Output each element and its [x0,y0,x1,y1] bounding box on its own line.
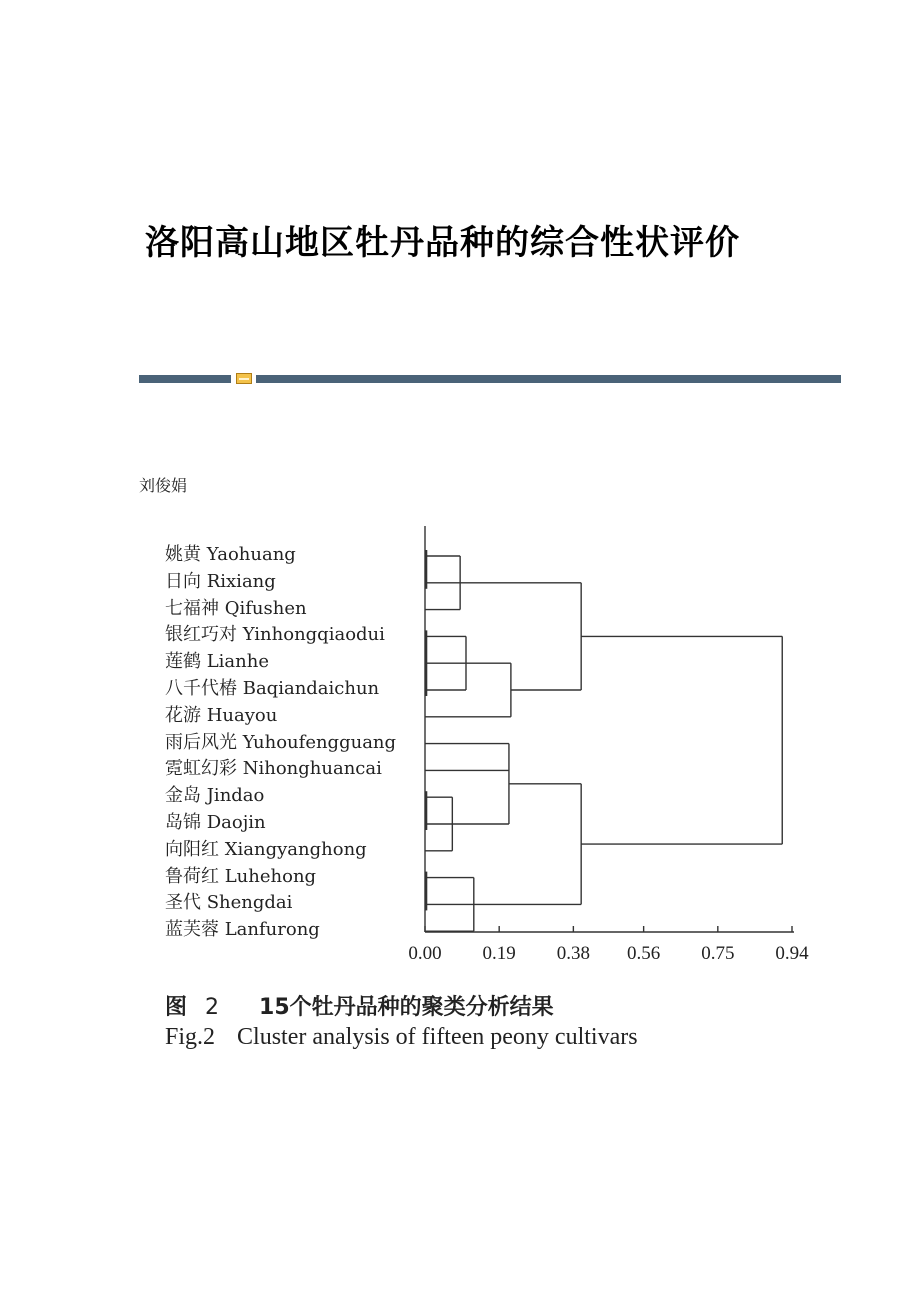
dendrogram-leaf-label: 雨后风光 Yuhoufengguang [165,731,397,753]
dendrogram-leaf-label: 蓝芙蓉 Lanfurong [165,919,320,941]
dendrogram-leaf-label: 霓虹幻彩 Nihonghuancai [165,758,382,780]
figure-caption-en-text: Cluster analysis of fifteen peony cultivars [237,1024,638,1050]
dendrogram-leaf-label: 金岛 Jindao [165,785,265,807]
dendrogram-tick-label: 0.38 [556,943,590,964]
dendrogram-leaf-label: 八千代椿 Baqiandaichun [165,678,380,699]
document-title: 洛阳高山地区牡丹品种的综合性状评价 [145,223,740,263]
dendrogram-leaf-label: 日向 Rixiang [165,570,276,592]
figure-caption-cn-text: 15个牡丹品种的聚类分析结果 [259,995,554,1020]
figure-caption-en-label: Fig.2 [165,1024,216,1050]
dendrogram-tick-label: 0.00 [408,943,442,964]
dendrogram-leaf-label: 莲鹤 Lianhe [165,651,270,673]
dendrogram-tick-label: 0.19 [482,943,516,964]
dendrogram-leaf-label: 向阳红 Xiangyanghong [165,838,367,860]
author-name: 刘俊娟 [139,476,188,495]
dendrogram-leaf-label: 银红巧对 Yinhongqiaodui [165,624,385,646]
figure-caption-english [165,1024,638,1051]
dendrogram-leaf-label: 花游 Huayou [165,704,278,726]
dendrogram-tick-label: 0.94 [775,943,809,964]
figure-caption-chinese [165,990,554,1021]
figure-caption-cn-label: 图 [165,995,188,1020]
figure-caption-cn-number: 2 [205,995,220,1020]
dendrogram-tick-label: 0.56 [627,943,661,964]
dendrogram-leaf-label: 圣代 Shengdai [165,892,293,914]
dendrogram-tick-label: 0.75 [701,943,735,964]
dendrogram-leaf-label: 七福神 Qifushen [165,597,307,619]
dendrogram-leaf-label: 岛锦 Daojin [165,812,266,833]
dendrogram-leaf-label: 姚黄 Yaohuang [165,544,296,565]
dendrogram-leaf-label: 鲁荷红 Luhehong [165,865,317,887]
